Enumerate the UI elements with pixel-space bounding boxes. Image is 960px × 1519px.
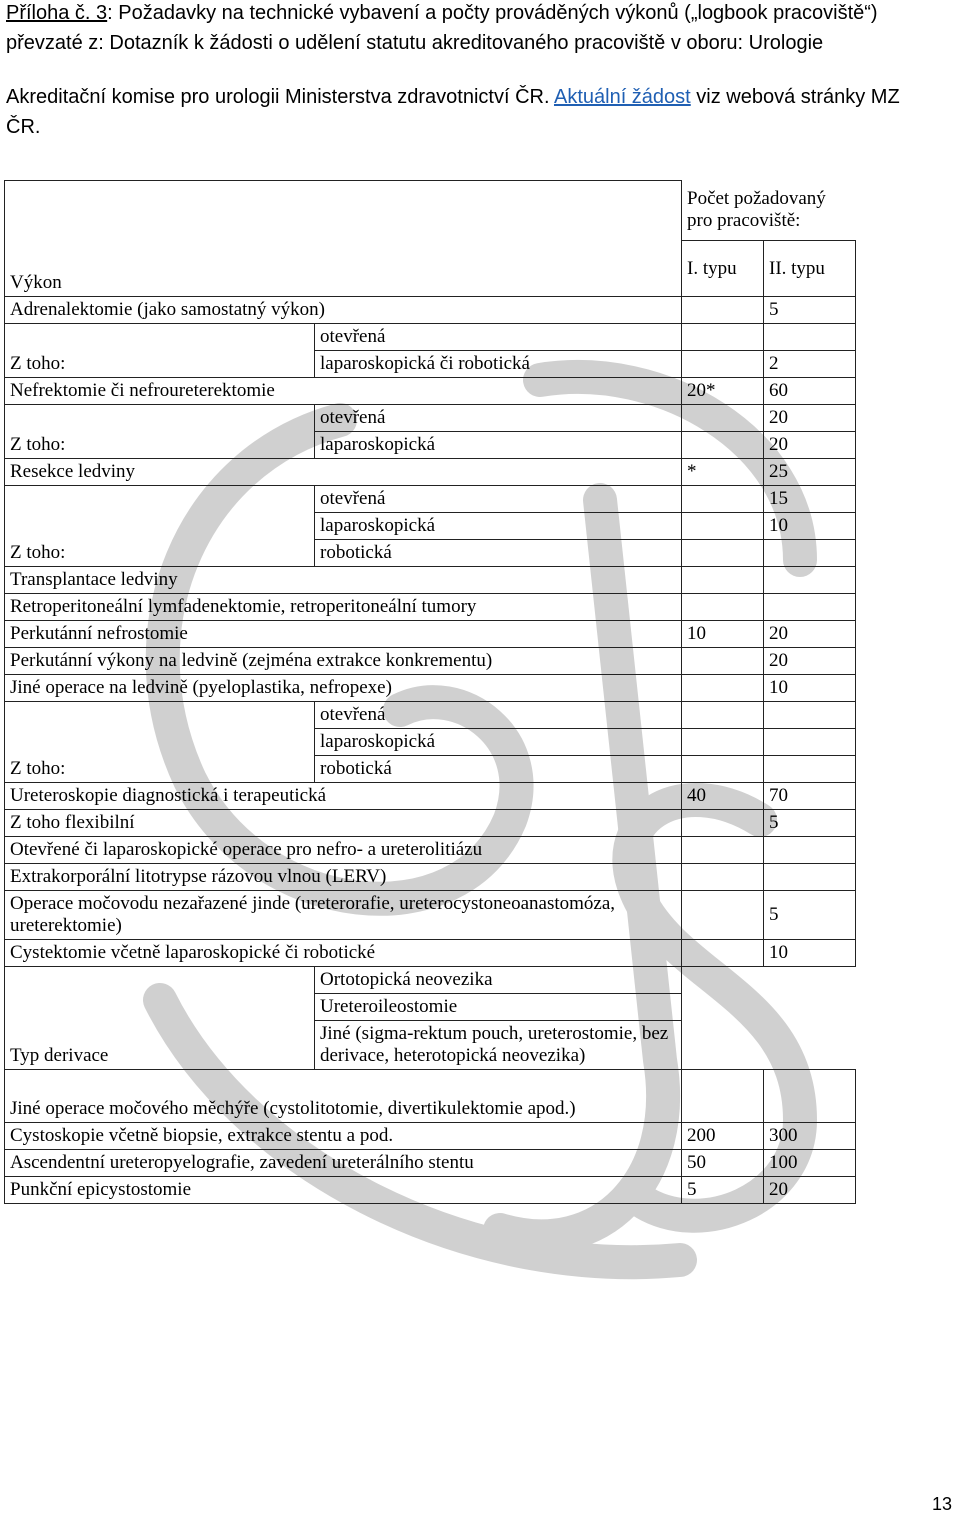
row-label: Operace močovodu nezařazené jinde (ureterorafie, ureterocystoneoanastomóza, ureterektomie): [5, 891, 682, 940]
attachment-label: Příloha č. 3: [6, 2, 108, 24]
value-type1: 10: [682, 621, 764, 648]
row-label: Extrakorporální litotrypse rázovou vlnou (LERV): [5, 864, 682, 891]
value-type2: 20: [764, 648, 856, 675]
value-type1: 50: [682, 1150, 764, 1177]
row-label: Cystektomie včetně laparoskopické či robotické: [5, 940, 682, 967]
table-row: [5, 567, 856, 594]
value-type2: 100: [764, 1150, 856, 1177]
value-type1: 200: [682, 1123, 764, 1150]
count-header: Počet požadovaný pro pracoviště:: [682, 181, 856, 241]
ztoho-label: Z toho:: [5, 486, 315, 567]
value-type2: 70: [764, 783, 856, 810]
table-row: [5, 891, 856, 940]
table-row: [5, 837, 856, 864]
table-row: [5, 940, 856, 967]
value-type2: 60: [764, 378, 856, 405]
sub-label: Jiné (sigma-rektum pouch, ureterostomie, bez derivace, heterotopická neovezika): [315, 1021, 682, 1070]
sub-label: otevřená: [315, 702, 682, 729]
value-type2: 15: [764, 486, 856, 513]
vykon-header: Výkon: [5, 181, 682, 297]
value-type2: 10: [764, 940, 856, 967]
typ-derivace-label: Typ derivace: [5, 967, 315, 1070]
col-type1-header: I. typu: [682, 241, 764, 297]
sub-label: robotická: [315, 540, 682, 567]
table-row: [5, 810, 856, 837]
value-type1: *: [682, 459, 764, 486]
value-type2: 20: [764, 1177, 856, 1204]
table-row: [5, 621, 856, 648]
value-type2: 20: [764, 405, 856, 432]
col-type2-header: II. typu: [764, 241, 856, 297]
row-label: Perkutánní výkony na ledvině (zejména extrakce konkrementu): [5, 648, 682, 675]
row-label: Jiné operace na ledvině (pyeloplastika, nefropexe): [5, 675, 682, 702]
row-label: Resekce ledviny: [5, 459, 682, 486]
table-row: [5, 378, 856, 405]
sub-label: laparoskopická: [315, 432, 682, 459]
sub-label: Ortotopická neovezika: [315, 967, 682, 994]
doc-title-line1: [6, 0, 878, 26]
row-label: Punkční epicystostomie: [5, 1177, 682, 1204]
doc-intro-line2: ČR.: [6, 116, 41, 138]
table-row: [5, 324, 856, 351]
value-type2: 300: [764, 1123, 856, 1150]
sub-label: laparoskopická: [315, 729, 682, 756]
row-label: Cystoskopie včetně biopsie, extrakce stentu a pod.: [5, 1123, 682, 1150]
doc-title-line2: převzaté z: Dotazník k žádosti o udělení statutu akreditovaného pracoviště v oboru: Urologie: [6, 32, 824, 54]
value-type2: 5: [764, 891, 856, 940]
value-type2: 20: [764, 432, 856, 459]
table-row: [5, 1177, 856, 1204]
logbook-table: [4, 180, 856, 1204]
value-type1: 40: [682, 783, 764, 810]
page-number: 13: [931, 1494, 952, 1514]
value-type1: 5: [682, 1177, 764, 1204]
table-row: [5, 783, 856, 810]
sub-label: otevřená: [315, 486, 682, 513]
ztoho-label: Z toho:: [5, 324, 315, 378]
table-row: [5, 648, 856, 675]
sub-label: otevřená: [315, 324, 682, 351]
table-row: [5, 181, 856, 241]
table-row: [5, 1123, 856, 1150]
row-label: Perkutánní nefrostomie: [5, 621, 682, 648]
row-label: Transplantace ledviny: [5, 567, 682, 594]
row-label: Otevřené či laparoskopické operace pro nefro- a ureterolitiázu: [5, 837, 682, 864]
sub-label: laparoskopická: [315, 513, 682, 540]
sub-label: laparoskopická či robotická: [315, 351, 682, 378]
table-row: [5, 967, 856, 994]
table-row: [5, 459, 856, 486]
row-label: Adrenalektomie (jako samostatný výkon): [5, 297, 682, 324]
table-row: [5, 675, 856, 702]
intro-prefix: Akreditační komise pro urologii Ministerstva zdravotnictví ČR.: [6, 86, 550, 108]
ztoho-label: Z toho:: [5, 405, 315, 459]
value-type2: 2: [764, 351, 856, 378]
value-type1: 20*: [682, 378, 764, 405]
table-row: [5, 1150, 856, 1177]
row-label: Ascendentní ureteropyelografie, zavedení ureterálního stentu: [5, 1150, 682, 1177]
table-row: [5, 1070, 856, 1123]
sub-label: otevřená: [315, 405, 682, 432]
sub-label: Ureteroileostomie: [315, 994, 682, 1021]
table-row: [5, 594, 856, 621]
row-label: Nefrektomie či nefroureterektomie: [5, 378, 682, 405]
title-rest: : Požadavky na technické vybavení a počty prováděných výkonů („logbook pracoviště“): [107, 2, 878, 24]
value-type2: 5: [764, 810, 856, 837]
aktualni-zadost-link[interactable]: Aktuální žádost: [553, 86, 691, 108]
value-type2: 10: [764, 675, 856, 702]
table-row: [5, 864, 856, 891]
sub-label: robotická: [315, 756, 682, 783]
value-type2: 10: [764, 513, 856, 540]
doc-intro-line: [6, 84, 900, 110]
value-type2: 25: [764, 459, 856, 486]
row-label: Retroperitoneální lymfadenektomie, retroperitoneální tumory: [5, 594, 682, 621]
table-row: [5, 486, 856, 513]
value-type2: 20: [764, 621, 856, 648]
table-row: [5, 297, 856, 324]
ztoho-label: Z toho:: [5, 702, 315, 783]
table-row: [5, 405, 856, 432]
table-row: [5, 702, 856, 729]
value-type2: 5: [764, 297, 856, 324]
row-label: Z toho flexibilní: [5, 810, 682, 837]
intro-suffix: viz webová stránky MZ: [696, 86, 900, 108]
row-label: Ureteroskopie diagnostická i terapeutická: [5, 783, 682, 810]
row-label: Jiné operace močového měchýře (cystolitotomie, divertikulektomie apod.): [5, 1070, 682, 1123]
